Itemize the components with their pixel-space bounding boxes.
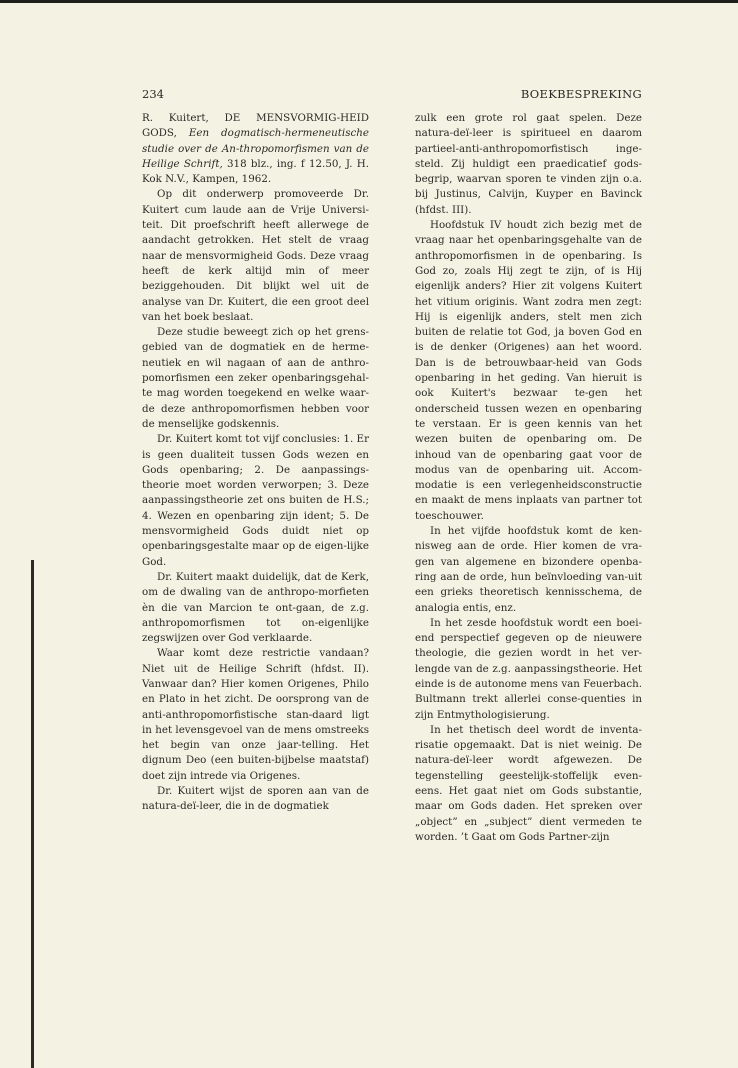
left-column	[142, 111, 369, 815]
paragraph: Deze studie beweegt zich op het grens-gebied van de dogmatiek en de herme-neutiek en wil nagaan of aan de anthro-pomorfismen een zeker openbaringsgehal-te mag worden toegekend en welke waar-de deze anthropomorfismen hebben voor de menselijke godskennis.	[142, 326, 369, 430]
running-title: BOEKBESPREKING	[520, 87, 642, 101]
right-column	[415, 111, 642, 845]
paragraph: In het zesde hoofdstuk wordt een boei-end perspectief gegeven op de nieuwere theologie, die gezien wordt in het ver-lengde van de z.g. aanpassingstheorie. Het einde is de autonome mens van Feuerbach. Bultmann trekt allerlei conse-quenties in zijn Entmythologisierung.	[415, 616, 642, 721]
paragraph: Dr. Kuitert maakt duidelijk, dat de Kerk, om de dwaling van de anthropo-morfieten èn die van Marcion te ont-gaan, de z.g. anthropomorfismen tot on-eigenlijke zegswijzen over God verklaarde.	[142, 570, 369, 645]
paragraph: In het thetisch deel wordt de inventa-risatie opgemaakt. Dat is niet weinig. De natura-deï-leer wordt afgewezen. De tegenstelling geestelijk-stoffelijk even-eens. Het gaat niet om Gods substantie, maar om Gods daden. Het spreken over „object” en „subject” dient vermeden te worden. ’t Gaat om Gods Partner-zijn	[415, 723, 642, 843]
paragraph: Waar komt deze restrictie vandaan? Niet uit de Heilige Schrift (hfdst. II). Vanwaar dan? Hier komen Origenes, Philo en Plato in het zicht. De oorsprong van de anti-anthropomorfistische stan-daard ligt in het levensgevoel van de mens omstreeks het begin van onze jaar-telling. Het dignum Deo (een buiten-bijbelse maatstaf) doet zijn intrede via Origenes.	[142, 647, 369, 782]
book-citation	[142, 111, 369, 187]
citation-authors: R. Kuitert,	[142, 112, 209, 124]
paragraph: In het vijfde hoofdstuk komt de ken-nisweg aan de orde. Hier komen de vra-gen van algemene en bizondere openba-ring aan de orde, hun beïnvloeding van-uit een grieks theoretisch kennisschema, de analogia entis, enz.	[415, 525, 642, 614]
page-header	[142, 87, 642, 102]
citation-subtitle: Een dogmatisch-hermeneutische studie over de An-thropomorfismen van de Heilige Schrift,	[142, 127, 369, 170]
paragraph: Dr. Kuitert komt tot vijf conclusies: 1. Er is geen dualiteit tussen Gods wezen en Gods openbaring; 2. De aanpassings-theorie moet worden verworpen; 3. Deze aanpassingstheorie zet ons buiten de H.S.; 4. Wezen en openbaring zijn ident; 5. De mensvormigheid Gods duidt niet op openbaringsgestalte maar op de eigen-lijke God.	[142, 433, 369, 568]
citation-details: 318 blz., ing. f 12.50, J. H. Kok N.V., Kampen, 1962.	[142, 157, 369, 186]
page-number: 234	[142, 87, 164, 101]
page-left-edge	[31, 560, 34, 1068]
citation-title: DE MENSVORMIG-HEID GODS,	[142, 112, 369, 140]
page-top-edge	[0, 0, 738, 3]
paragraph: Op dit onderwerp promoveerde Dr. Kuitert cum laude aan de Vrije Universi-teit. Dit proefschrift heeft allerwege de aandacht getrokken. Het stelt de vraag naar de mensvormigheid Gods. Deze vraag heeft de kerk altijd min of meer beziggehouden. Dit blijkt wel uit de analyse van Dr. Kuitert, die een groot deel van het boek beslaat.	[142, 188, 369, 323]
paragraph: zulk een grote rol gaat spelen. Deze natura-deï-leer is spiritueel en daarom partieel-anti-anthropomorfistisch inge-steld. Zij huldigt een praedicatief gods-begrip, waarvan sporen te vinden zijn o.a. bij Justinus, Calvijn, Kuyper en Bavinck (hfdst. III).	[415, 112, 642, 216]
paragraph: Dr. Kuitert wijst de sporen aan van de natura-deï-leer, die in de dogmatiek	[142, 785, 369, 813]
paragraph: Hoofdstuk IV houdt zich bezig met de vraag naar het openbaringsgehalte van de anthropomorfismen in de openbaring. Is God zo, zoals Hij zegt te zijn, of is Hij eigenlijk anders? Hier zit volgens Kuitert het vitium originis. Want zodra men zegt: Hij is eigenlijk anders, stelt men zich buiten de relatie tot God, ja boven God en is de denker (Origenes) aan het woord. Dan is de betrouwbaar-heid van Gods openbaring in het geding. Van hieruit is ook Kuitert's bezwaar te-gen het onderscheid tussen wezen en openbaring te verstaan. Er is geen kennis van het wezen buiten de openbaring om. De inhoud van de openbaring gaat voor de modus van de openbaring uit. Accom-modatie is een verlegenheidsconstructie en maakt de mens inplaats van partner tot toeschouwer.	[415, 219, 642, 522]
